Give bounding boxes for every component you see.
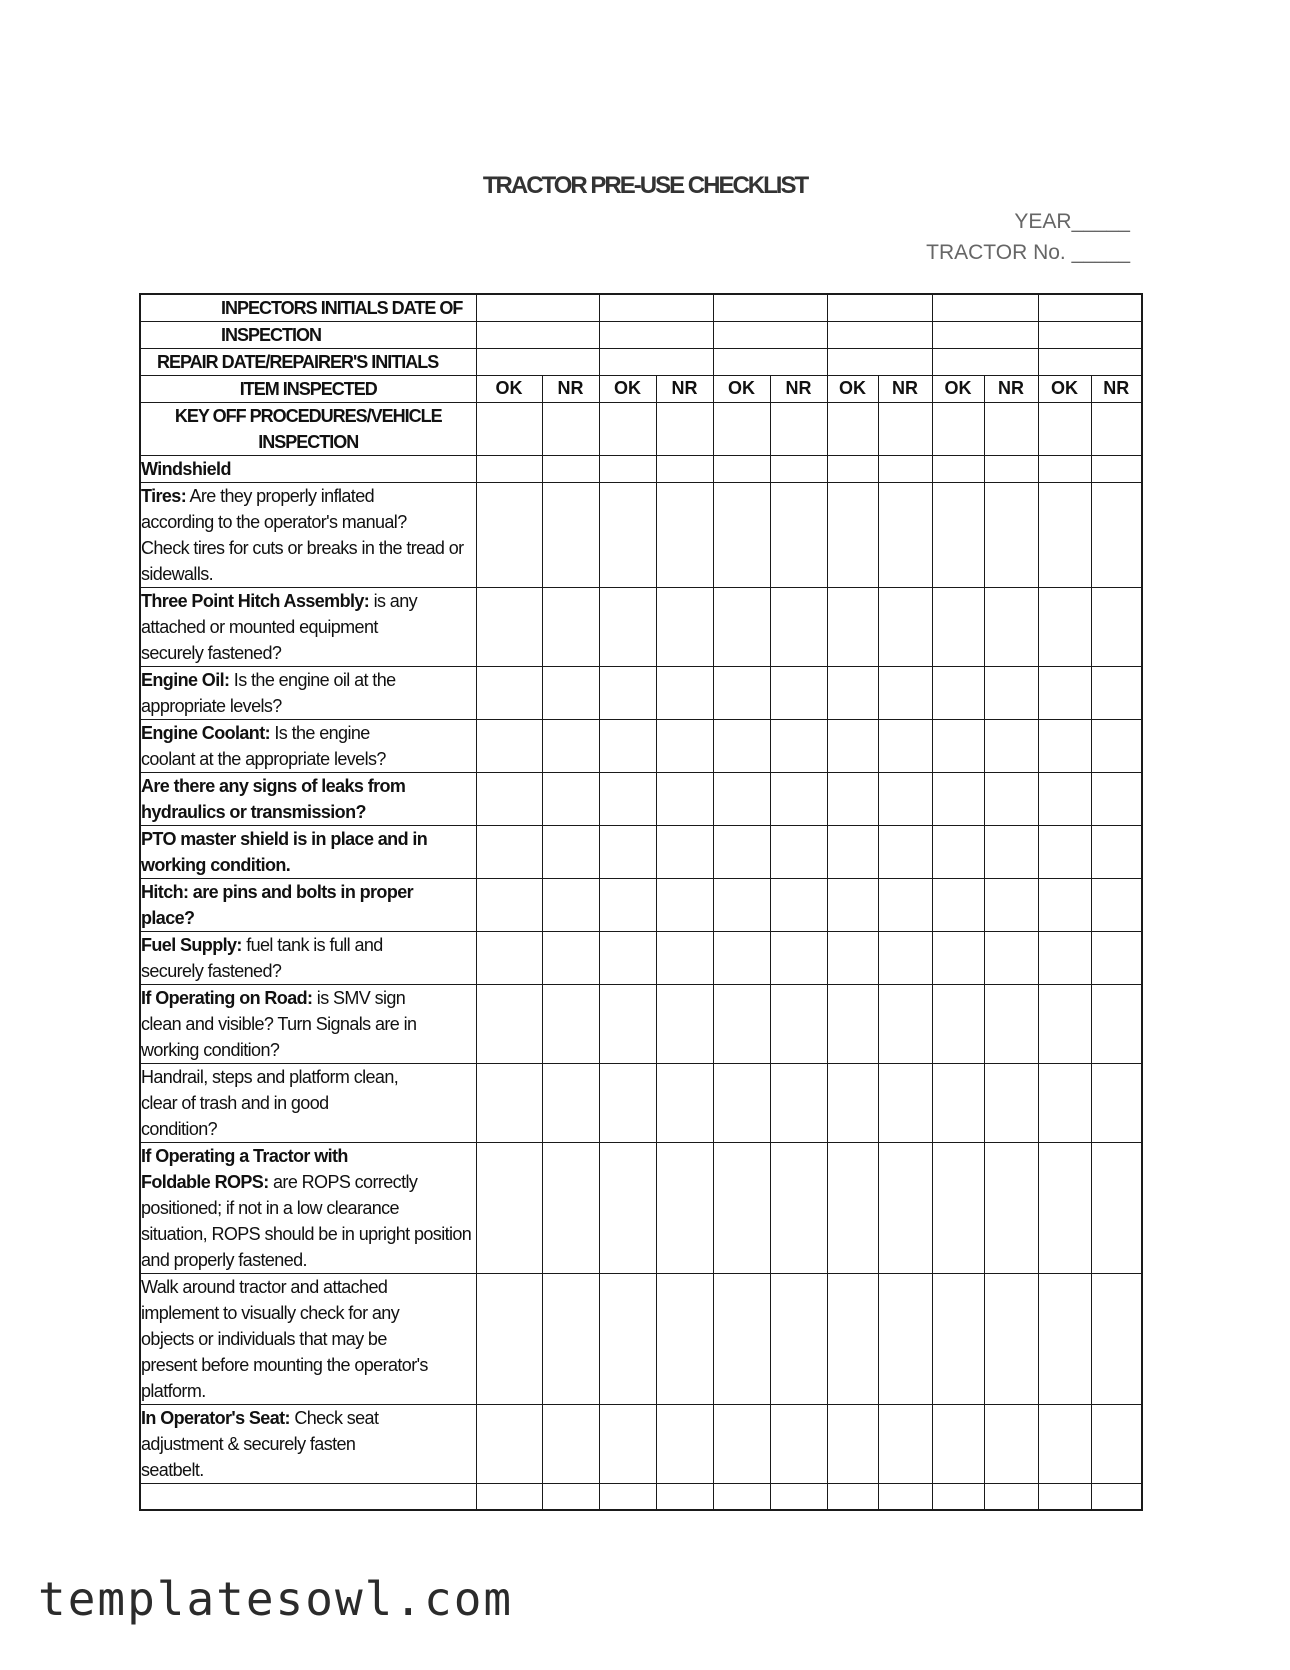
ok-checkbox-cell[interactable] bbox=[599, 932, 656, 985]
inspection-cell[interactable] bbox=[827, 322, 932, 349]
blank-row bbox=[140, 1484, 1142, 1510]
ok-checkbox-cell[interactable] bbox=[476, 773, 542, 826]
inspection-cell[interactable] bbox=[827, 294, 932, 322]
item-description: Hitch: are pins and bolts in proper place? bbox=[140, 879, 476, 932]
ok-checkbox-cell[interactable] bbox=[827, 1274, 878, 1405]
ok-checkbox-cell[interactable] bbox=[476, 826, 542, 879]
repair-label: REPAIR DATE/REPAIRER'S INITIALS bbox=[140, 349, 476, 376]
ok-checkbox-cell[interactable] bbox=[476, 667, 542, 720]
nr-checkbox-cell[interactable] bbox=[542, 667, 599, 720]
ok-checkbox-cell[interactable] bbox=[1038, 720, 1091, 773]
nr-checkbox-cell[interactable] bbox=[770, 1274, 827, 1405]
nr-checkbox-cell[interactable] bbox=[542, 1064, 599, 1143]
nr-checkbox-cell[interactable] bbox=[542, 826, 599, 879]
nr-header: NR bbox=[1091, 376, 1142, 403]
checklist-item-row bbox=[140, 985, 1142, 1064]
inspectors-label: INPECTORS INITIALS DATE OF bbox=[140, 294, 476, 322]
ok-checkbox-cell[interactable] bbox=[713, 720, 770, 773]
nr-checkbox-cell[interactable] bbox=[1091, 1274, 1142, 1405]
nr-checkbox-cell[interactable] bbox=[542, 985, 599, 1064]
nr-checkbox-cell[interactable] bbox=[878, 985, 932, 1064]
nr-checkbox-cell[interactable] bbox=[878, 456, 932, 483]
ok-checkbox-cell[interactable] bbox=[713, 1143, 770, 1274]
item-inspected-header: ITEM INSPECTED bbox=[140, 376, 476, 403]
ok-checkbox-cell[interactable] bbox=[827, 720, 878, 773]
inspection-cell[interactable] bbox=[1038, 322, 1142, 349]
checklist-item-row bbox=[140, 1274, 1142, 1405]
item-description: If Operating a Tractor with Foldable ROPS: are ROPS correctly positioned; if not in a low clearance situation, ROPS should be in upright position and properly fastened. bbox=[140, 1143, 476, 1274]
nr-checkbox-cell[interactable] bbox=[542, 773, 599, 826]
ok-header: OK bbox=[599, 376, 656, 403]
inspection-cell[interactable] bbox=[599, 322, 713, 349]
nr-checkbox-cell[interactable] bbox=[1091, 773, 1142, 826]
nr-checkbox-cell[interactable] bbox=[1091, 456, 1142, 483]
ok-checkbox-cell[interactable] bbox=[932, 879, 984, 932]
nr-checkbox-cell[interactable] bbox=[984, 720, 1038, 773]
nr-checkbox-cell[interactable] bbox=[770, 985, 827, 1064]
nr-checkbox-cell[interactable] bbox=[770, 667, 827, 720]
ok-checkbox-cell[interactable] bbox=[713, 588, 770, 667]
nr-header: NR bbox=[770, 376, 827, 403]
nr-checkbox-cell[interactable] bbox=[984, 773, 1038, 826]
ok-checkbox-cell[interactable] bbox=[599, 667, 656, 720]
repair-cell[interactable] bbox=[827, 349, 932, 376]
repair-cell[interactable] bbox=[599, 349, 713, 376]
nr-checkbox-cell[interactable] bbox=[878, 879, 932, 932]
ok-checkbox-cell[interactable] bbox=[827, 1143, 878, 1274]
ok-checkbox-cell[interactable] bbox=[599, 588, 656, 667]
nr-checkbox-cell[interactable] bbox=[656, 773, 713, 826]
ok-checkbox-cell[interactable] bbox=[599, 1274, 656, 1405]
ok-checkbox-cell[interactable] bbox=[1038, 773, 1091, 826]
ok-checkbox-cell[interactable] bbox=[932, 1143, 984, 1274]
nr-checkbox-cell[interactable] bbox=[542, 1143, 599, 1274]
nr-checkbox-cell[interactable] bbox=[878, 826, 932, 879]
nr-checkbox-cell[interactable] bbox=[878, 773, 932, 826]
ok-checkbox-cell[interactable] bbox=[1038, 483, 1091, 588]
ok-checkbox-cell[interactable] bbox=[932, 1274, 984, 1405]
nr-checkbox-cell[interactable] bbox=[656, 985, 713, 1064]
nr-header: NR bbox=[878, 376, 932, 403]
nr-checkbox-cell[interactable] bbox=[1091, 483, 1142, 588]
column-header-row bbox=[140, 376, 1142, 403]
item-description: Three Point Hitch Assembly: is any attached or mounted equipment securely fastened? bbox=[140, 588, 476, 667]
ok-checkbox-cell[interactable] bbox=[1038, 456, 1091, 483]
ok-checkbox-cell[interactable] bbox=[713, 932, 770, 985]
nr-checkbox-cell[interactable] bbox=[878, 1405, 932, 1484]
nr-checkbox-cell[interactable] bbox=[878, 588, 932, 667]
nr-checkbox-cell[interactable] bbox=[656, 1143, 713, 1274]
nr-checkbox-cell[interactable] bbox=[1091, 588, 1142, 667]
nr-checkbox-cell[interactable] bbox=[878, 1274, 932, 1405]
nr-checkbox-cell[interactable] bbox=[878, 1143, 932, 1274]
ok-checkbox-cell[interactable] bbox=[476, 456, 542, 483]
nr-checkbox-cell[interactable] bbox=[656, 826, 713, 879]
ok-checkbox-cell[interactable] bbox=[932, 483, 984, 588]
nr-checkbox-cell[interactable] bbox=[878, 1064, 932, 1143]
nr-checkbox-cell[interactable] bbox=[656, 720, 713, 773]
item-description: In Operator's Seat: Check seat adjustment & securely fasten seatbelt. bbox=[140, 1405, 476, 1484]
ok-checkbox-cell[interactable] bbox=[713, 1274, 770, 1405]
nr-checkbox-cell[interactable] bbox=[1091, 879, 1142, 932]
nr-checkbox-cell[interactable] bbox=[656, 588, 713, 667]
inspection-cell[interactable] bbox=[713, 294, 827, 322]
ok-checkbox-cell[interactable] bbox=[599, 720, 656, 773]
ok-checkbox-cell[interactable] bbox=[932, 1064, 984, 1143]
ok-checkbox-cell[interactable] bbox=[476, 932, 542, 985]
nr-checkbox-cell[interactable] bbox=[542, 1405, 599, 1484]
nr-checkbox-cell[interactable] bbox=[770, 1143, 827, 1274]
ok-checkbox-cell[interactable] bbox=[599, 483, 656, 588]
page-title: TRACTOR PRE-USE CHECKLIST bbox=[482, 172, 808, 199]
checklist-item-row bbox=[140, 667, 1142, 720]
ok-checkbox-cell[interactable] bbox=[827, 773, 878, 826]
year-field-label: YEAR_____ bbox=[1014, 210, 1130, 233]
nr-checkbox-cell[interactable] bbox=[984, 932, 1038, 985]
ok-checkbox-cell[interactable] bbox=[599, 985, 656, 1064]
nr-checkbox-cell[interactable] bbox=[1091, 1143, 1142, 1274]
keyoff-row bbox=[140, 403, 1142, 456]
checklist-item-row bbox=[140, 483, 1142, 588]
ok-checkbox-cell[interactable] bbox=[713, 1064, 770, 1143]
nr-checkbox-cell[interactable] bbox=[770, 720, 827, 773]
nr-checkbox-cell[interactable] bbox=[542, 588, 599, 667]
ok-checkbox-cell[interactable] bbox=[599, 1143, 656, 1274]
nr-checkbox-cell[interactable] bbox=[984, 483, 1038, 588]
nr-checkbox-cell[interactable] bbox=[542, 1274, 599, 1405]
nr-checkbox-cell[interactable] bbox=[878, 667, 932, 720]
nr-checkbox-cell[interactable] bbox=[542, 483, 599, 588]
ok-checkbox-cell[interactable] bbox=[476, 720, 542, 773]
nr-checkbox-cell[interactable] bbox=[878, 932, 932, 985]
ok-checkbox-cell[interactable] bbox=[827, 1064, 878, 1143]
nr-checkbox-cell[interactable] bbox=[984, 826, 1038, 879]
repair-cell[interactable] bbox=[932, 349, 1038, 376]
item-description: Engine Oil: Is the engine oil at the appropriate levels? bbox=[140, 667, 476, 720]
item-description: Tires: Are they properly inflated according to the operator's manual? Check tires for cuts or breaks in the tread or sidewalls. bbox=[140, 483, 476, 588]
ok-checkbox-cell[interactable] bbox=[827, 456, 878, 483]
ok-header: OK bbox=[932, 376, 984, 403]
inspection-cell[interactable] bbox=[713, 322, 827, 349]
inspection-cell[interactable] bbox=[1038, 294, 1142, 322]
nr-header: NR bbox=[542, 376, 599, 403]
item-description: Fuel Supply: fuel tank is full and securely fastened? bbox=[140, 932, 476, 985]
nr-checkbox-cell[interactable] bbox=[656, 932, 713, 985]
nr-checkbox-cell[interactable] bbox=[542, 879, 599, 932]
ok-checkbox-cell[interactable] bbox=[599, 826, 656, 879]
ok-checkbox-cell[interactable] bbox=[932, 720, 984, 773]
checklist-item-row bbox=[140, 456, 1142, 483]
nr-checkbox-cell[interactable] bbox=[1091, 985, 1142, 1064]
ok-checkbox-cell[interactable] bbox=[599, 456, 656, 483]
ok-checkbox-cell[interactable] bbox=[713, 773, 770, 826]
ok-checkbox-cell[interactable] bbox=[476, 588, 542, 667]
inspectors-row bbox=[140, 294, 1142, 322]
ok-header: OK bbox=[827, 376, 878, 403]
checklist-item-row bbox=[140, 720, 1142, 773]
nr-checkbox-cell[interactable] bbox=[984, 588, 1038, 667]
ok-checkbox-cell[interactable] bbox=[827, 879, 878, 932]
inspection-label: INSPECTION bbox=[140, 322, 476, 349]
nr-checkbox-cell[interactable] bbox=[770, 826, 827, 879]
nr-header: NR bbox=[656, 376, 713, 403]
ok-checkbox-cell[interactable] bbox=[932, 456, 984, 483]
nr-checkbox-cell[interactable] bbox=[984, 456, 1038, 483]
nr-checkbox-cell[interactable] bbox=[656, 1274, 713, 1405]
nr-checkbox-cell[interactable] bbox=[1091, 720, 1142, 773]
item-description: If Operating on Road: is SMV sign clean and visible? Turn Signals are in working condition? bbox=[140, 985, 476, 1064]
ok-checkbox-cell[interactable] bbox=[827, 826, 878, 879]
nr-checkbox-cell[interactable] bbox=[656, 483, 713, 588]
nr-checkbox-cell[interactable] bbox=[1091, 1405, 1142, 1484]
ok-checkbox-cell[interactable] bbox=[932, 773, 984, 826]
ok-checkbox-cell[interactable] bbox=[1038, 588, 1091, 667]
checklist-item-row bbox=[140, 773, 1142, 826]
ok-checkbox-cell[interactable] bbox=[713, 667, 770, 720]
inspection-cell[interactable] bbox=[476, 294, 599, 322]
checklist-table bbox=[139, 293, 1143, 1511]
item-description: Are there any signs of leaks from hydraulics or transmission? bbox=[140, 773, 476, 826]
ok-checkbox-cell[interactable] bbox=[1038, 1064, 1091, 1143]
repair-row bbox=[140, 349, 1142, 376]
nr-checkbox-cell[interactable] bbox=[542, 932, 599, 985]
inspection-date-row bbox=[140, 322, 1142, 349]
ok-checkbox-cell[interactable] bbox=[599, 773, 656, 826]
inspection-cell[interactable] bbox=[476, 322, 599, 349]
checklist-item-row bbox=[140, 932, 1142, 985]
ok-checkbox-cell[interactable] bbox=[599, 879, 656, 932]
nr-checkbox-cell[interactable] bbox=[770, 456, 827, 483]
tractor-number-field-label: TRACTOR No. _____ bbox=[926, 241, 1130, 264]
nr-checkbox-cell[interactable] bbox=[656, 879, 713, 932]
ok-checkbox-cell[interactable] bbox=[1038, 932, 1091, 985]
checklist-item-row bbox=[140, 1064, 1142, 1143]
ok-checkbox-cell[interactable] bbox=[599, 1064, 656, 1143]
repair-cell[interactable] bbox=[1038, 349, 1142, 376]
nr-checkbox-cell[interactable] bbox=[984, 1274, 1038, 1405]
nr-checkbox-cell[interactable] bbox=[984, 667, 1038, 720]
ok-checkbox-cell[interactable] bbox=[827, 1405, 878, 1484]
ok-checkbox-cell[interactable] bbox=[599, 1405, 656, 1484]
ok-checkbox-cell[interactable] bbox=[1038, 1405, 1091, 1484]
nr-checkbox-cell[interactable] bbox=[656, 667, 713, 720]
ok-checkbox-cell[interactable] bbox=[932, 667, 984, 720]
nr-checkbox-cell[interactable] bbox=[984, 879, 1038, 932]
ok-checkbox-cell[interactable] bbox=[713, 483, 770, 588]
ok-checkbox-cell[interactable] bbox=[713, 826, 770, 879]
ok-checkbox-cell[interactable] bbox=[713, 985, 770, 1064]
ok-checkbox-cell[interactable] bbox=[827, 667, 878, 720]
ok-checkbox-cell[interactable] bbox=[1038, 1143, 1091, 1274]
checklist-item-row bbox=[140, 1143, 1142, 1274]
ok-checkbox-cell[interactable] bbox=[476, 985, 542, 1064]
nr-header: NR bbox=[984, 376, 1038, 403]
ok-checkbox-cell[interactable] bbox=[713, 879, 770, 932]
checklist-item-row bbox=[140, 1405, 1142, 1484]
ok-checkbox-cell[interactable] bbox=[1038, 985, 1091, 1064]
nr-checkbox-cell[interactable] bbox=[984, 1064, 1038, 1143]
nr-checkbox-cell[interactable] bbox=[1091, 932, 1142, 985]
inspection-cell[interactable] bbox=[932, 294, 1038, 322]
nr-checkbox-cell[interactable] bbox=[770, 483, 827, 588]
item-description: Handrail, steps and platform clean, clear of trash and in good condition? bbox=[140, 1064, 476, 1143]
ok-checkbox-cell[interactable] bbox=[1038, 1274, 1091, 1405]
item-description: Windshield bbox=[140, 456, 476, 483]
ok-checkbox-cell[interactable] bbox=[476, 879, 542, 932]
nr-checkbox-cell[interactable] bbox=[770, 588, 827, 667]
ok-checkbox-cell[interactable] bbox=[932, 1405, 984, 1484]
ok-checkbox-cell[interactable] bbox=[932, 932, 984, 985]
ok-checkbox-cell[interactable] bbox=[827, 483, 878, 588]
nr-checkbox-cell[interactable] bbox=[878, 720, 932, 773]
ok-checkbox-cell[interactable] bbox=[476, 1064, 542, 1143]
ok-header: OK bbox=[476, 376, 542, 403]
nr-checkbox-cell[interactable] bbox=[770, 1064, 827, 1143]
nr-checkbox-cell[interactable] bbox=[656, 1064, 713, 1143]
inspection-cell[interactable] bbox=[932, 322, 1038, 349]
ok-checkbox-cell[interactable] bbox=[713, 456, 770, 483]
repair-cell[interactable] bbox=[713, 349, 827, 376]
nr-checkbox-cell[interactable] bbox=[770, 773, 827, 826]
ok-checkbox-cell[interactable] bbox=[476, 483, 542, 588]
ok-header: OK bbox=[713, 376, 770, 403]
nr-checkbox-cell[interactable] bbox=[770, 879, 827, 932]
item-description: Walk around tractor and attached implement to visually check for any objects or individuals that may be present before mounting the operator's platform. bbox=[140, 1274, 476, 1405]
repair-cell[interactable] bbox=[476, 349, 599, 376]
nr-checkbox-cell[interactable] bbox=[656, 1405, 713, 1484]
nr-checkbox-cell[interactable] bbox=[878, 483, 932, 588]
nr-checkbox-cell[interactable] bbox=[1091, 826, 1142, 879]
ok-checkbox-cell[interactable] bbox=[476, 1405, 542, 1484]
nr-checkbox-cell[interactable] bbox=[542, 456, 599, 483]
ok-checkbox-cell[interactable] bbox=[932, 826, 984, 879]
nr-checkbox-cell[interactable] bbox=[770, 932, 827, 985]
nr-checkbox-cell[interactable] bbox=[984, 1143, 1038, 1274]
nr-checkbox-cell[interactable] bbox=[770, 1405, 827, 1484]
checklist-item-row bbox=[140, 826, 1142, 879]
ok-checkbox-cell[interactable] bbox=[1038, 879, 1091, 932]
ok-checkbox-cell[interactable] bbox=[827, 985, 878, 1064]
nr-checkbox-cell[interactable] bbox=[542, 720, 599, 773]
inspection-cell[interactable] bbox=[599, 294, 713, 322]
nr-checkbox-cell[interactable] bbox=[1091, 667, 1142, 720]
nr-checkbox-cell[interactable] bbox=[984, 985, 1038, 1064]
ok-checkbox-cell[interactable] bbox=[932, 588, 984, 667]
checklist-item-row bbox=[140, 879, 1142, 932]
nr-checkbox-cell[interactable] bbox=[656, 456, 713, 483]
ok-checkbox-cell[interactable] bbox=[713, 1405, 770, 1484]
keyoff-label: KEY OFF PROCEDURES/VEHICLE INSPECTION bbox=[140, 403, 476, 456]
ok-checkbox-cell[interactable] bbox=[476, 1274, 542, 1405]
ok-checkbox-cell[interactable] bbox=[932, 985, 984, 1064]
watermark: templatesowl.com bbox=[38, 1572, 514, 1626]
ok-checkbox-cell[interactable] bbox=[827, 588, 878, 667]
ok-checkbox-cell[interactable] bbox=[1038, 667, 1091, 720]
ok-checkbox-cell[interactable] bbox=[1038, 826, 1091, 879]
checklist-item-row bbox=[140, 588, 1142, 667]
item-description: PTO master shield is in place and in working condition. bbox=[140, 826, 476, 879]
ok-checkbox-cell[interactable] bbox=[476, 1143, 542, 1274]
ok-header: OK bbox=[1038, 376, 1091, 403]
nr-checkbox-cell[interactable] bbox=[1091, 1064, 1142, 1143]
ok-checkbox-cell[interactable] bbox=[827, 932, 878, 985]
nr-checkbox-cell[interactable] bbox=[984, 1405, 1038, 1484]
item-description: Engine Coolant: Is the engine coolant at the appropriate levels? bbox=[140, 720, 476, 773]
